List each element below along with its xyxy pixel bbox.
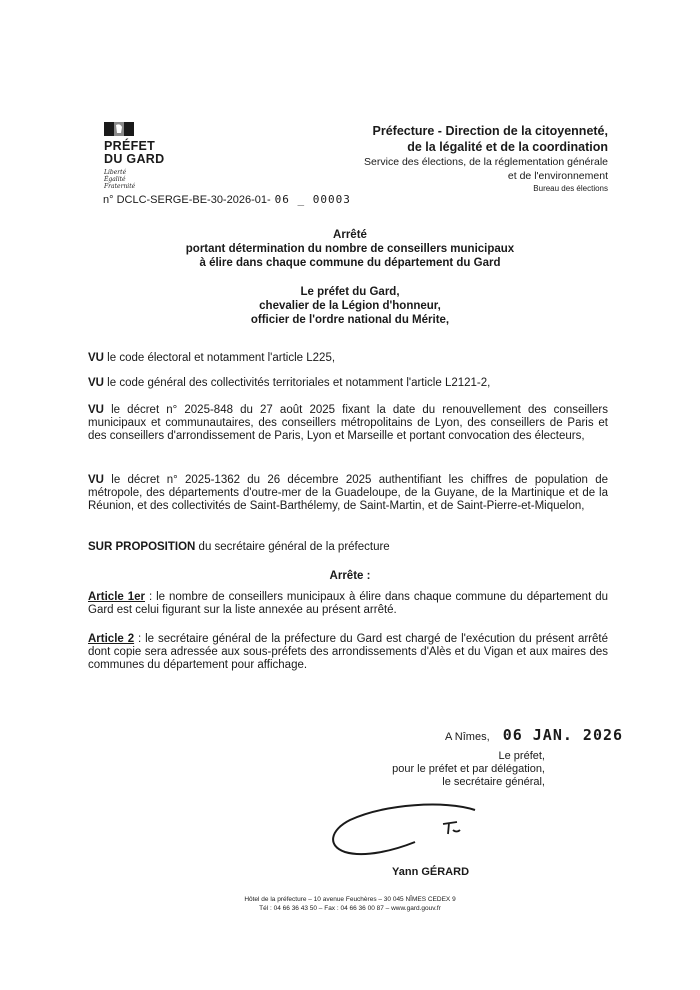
- signatory-name: Yann GÉRARD: [392, 866, 470, 878]
- footer-contact: Tél : 04 66 36 43 50 – Fax : 04 66 36 00 87 – www.gard.gouv.fr: [259, 905, 441, 912]
- office-name: Bureau des élections: [533, 184, 608, 193]
- visa-text: le code général des collectivités territoriales et notamment l'article L2121-2,: [103, 377, 491, 389]
- visa-text: le décret n° 2025-1362 du 26 décembre 2025 authentifiant les chiffres de population de métropole, des départements d'outre-mer de la Guadeloupe, de la Guyane, de la Martinique et de la Réunion, et des collectivités de Saint-Barthélemy, de Saint-Martin, et de Saint-Pierre-et-Miquelon,: [88, 474, 608, 512]
- reference-prefix: n° DCLC-SERGE-BE-30-2026-01-: [103, 194, 271, 206]
- marianne-emblem-icon: [104, 122, 140, 136]
- signature-block: [392, 750, 545, 789]
- service-header: [364, 123, 608, 194]
- proposition-text: du secrétaire général de la préfecture: [195, 541, 390, 553]
- title-line1: Arrêté: [333, 229, 367, 241]
- signature-line3: le secrétaire général,: [442, 776, 545, 788]
- visa-4: [88, 474, 608, 513]
- title-line2: portant détermination du nombre de conseillers municipaux: [185, 243, 515, 255]
- footer: [0, 895, 700, 913]
- handwritten-signature: [325, 802, 485, 862]
- signature-line1: Le préfet,: [498, 750, 545, 762]
- service-name: Service des élections, de la réglementation générale: [364, 156, 608, 168]
- service-name-line2: et de l'environnement: [507, 170, 608, 182]
- service-directorate: Préfecture - Direction de la citoyenneté,: [372, 124, 608, 138]
- footer-address: Hôtel de la préfecture – 10 avenue Feuchères – 30 045 NÎMES CEDEX 9: [244, 896, 456, 903]
- motto-liberte: Liberté: [104, 169, 127, 176]
- reference-handwritten-number: 06 _ 00003: [274, 193, 351, 206]
- visa-3: [88, 404, 608, 443]
- decree-reference: [103, 193, 351, 206]
- prefet-intro: [0, 285, 700, 327]
- republic-motto: [104, 169, 214, 190]
- article-1: [88, 591, 608, 617]
- visa-label: VU: [88, 404, 104, 416]
- service-directorate-line2: de la légalité et de la coordination: [407, 140, 608, 154]
- article-text: : le secrétaire général de la préfecture du Gard est chargé de l'exécution du présent arrêté dont copie sera adressée aux sous-préfets des arrondissements d'Alès et du Vigan et aux maires des communes du département pour affichage.: [88, 633, 609, 671]
- article-2: [88, 633, 608, 672]
- prefet-line2: chevalier de la Légion d'honneur,: [259, 300, 441, 312]
- title-line3: à élire dans chaque commune du département du Gard: [199, 257, 501, 269]
- arrete-heading: Arrête :: [329, 570, 371, 582]
- article-text: : le nombre de conseillers municipaux à élire dans chaque commune du département du Gard est celui figurant sur la liste annexée au présent arrêté.: [88, 591, 608, 616]
- visa-label: VU: [88, 377, 104, 389]
- proposition-line: [88, 541, 608, 554]
- article-label: Article 2: [88, 633, 135, 645]
- logo-title: [104, 140, 214, 166]
- prefet-line1: Le préfet du Gard,: [300, 286, 400, 298]
- article-label: Article 1er: [88, 591, 145, 603]
- prefet-line3: officier de l'ordre national du Mérite,: [250, 314, 450, 326]
- motto-egalite: Égalité: [104, 176, 126, 183]
- motto-fraternite: Fraternité: [104, 183, 136, 190]
- date-stamp: 06 JAN. 2026: [502, 726, 624, 744]
- visa-2: [88, 377, 608, 390]
- visa-text: le code électoral et notamment l'article L225,: [103, 352, 336, 364]
- visa-label: VU: [88, 474, 104, 486]
- date-line: [445, 726, 623, 744]
- logo-title-line1: PRÉFET: [104, 139, 156, 153]
- decree-title: [0, 228, 700, 270]
- signature-line2: pour le préfet et par délégation,: [392, 763, 545, 775]
- visa-label: VU: [88, 352, 104, 364]
- logo-title-line2: DU GARD: [104, 152, 165, 166]
- date-place: A Nîmes,: [445, 731, 490, 743]
- visa-1: [88, 352, 608, 365]
- proposition-label: SUR PROPOSITION: [88, 541, 196, 553]
- prefet-logo: [104, 122, 214, 190]
- visa-text: le décret n° 2025-848 du 27 août 2025 fixant la date du renouvellement des conseillers municipaux et communautaires, des conseillers métropolitains de Lyon, des conseillers de Paris et des conseillers d'arrondissement de Paris, Lyon et Marseille et portant convocation des électeurs,: [88, 404, 608, 442]
